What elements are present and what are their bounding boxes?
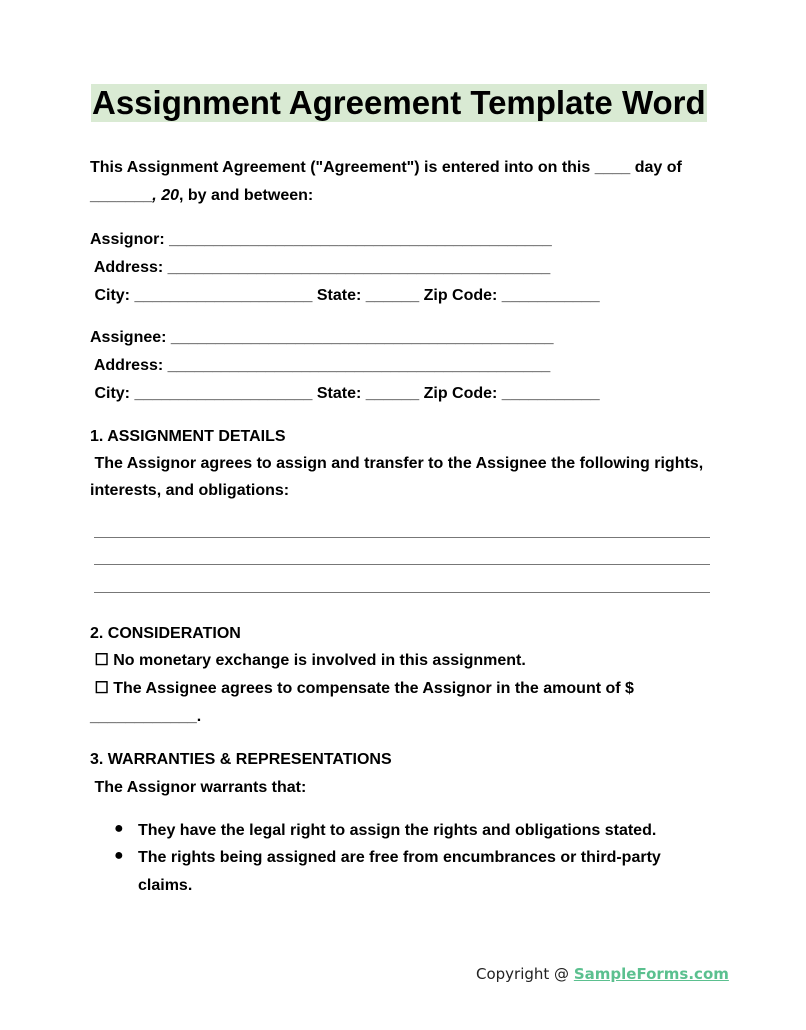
section-1-text-2: interests, and obligations: <box>90 482 290 499</box>
copyright-footer <box>476 965 729 983</box>
assignor-address-field: Address: ___________________________________________ <box>90 259 551 276</box>
consideration-option-amount: ☐ The Assignee agrees to compensate the Assignor in the amount of $ <box>90 680 634 697</box>
section-1-text-1: The Assignor agrees to assign and transfer to the Assignee the following rights, <box>90 455 704 472</box>
bullet-icon: ● <box>114 820 124 837</box>
sampleforms-link[interactable]: SampleForms.com <box>573 965 729 983</box>
intro-line-2 <box>90 186 313 206</box>
warranty-item: The rights being assigned are free from encumbrances or third-party <box>138 849 661 866</box>
blank-line <box>94 564 710 565</box>
amount-blank: ____________. <box>90 708 202 725</box>
warranty-item: They have the legal right to assign the rights and obligations stated. <box>138 822 657 839</box>
consideration-option-none: ☐ No monetary exchange is involved in this assignment. <box>90 652 526 669</box>
intro-rest: , by and between: <box>178 187 314 204</box>
assignor-field: Assignor: ___________________________________________ <box>90 231 552 248</box>
assignee-field: Assignee: ___________________________________________ <box>90 329 554 346</box>
bullet-icon: ● <box>114 847 124 864</box>
assignee-city-state-zip: City: ____________________ State: ______ Zip Code: ___________ <box>90 385 600 402</box>
copyright-text: Copyright @ <box>476 965 574 983</box>
month-blank: _______ <box>90 187 153 204</box>
intro-line-1: This Assignment Agreement ("Agreement") is entered into on this ____ day of <box>90 159 682 176</box>
section-3-heading: 3. WARRANTIES & REPRESENTATIONS <box>90 751 392 768</box>
section-2-heading: 2. CONSIDERATION <box>90 625 241 642</box>
assignee-address-field: Address: ___________________________________________ <box>90 357 551 374</box>
year-prefix: , 20 <box>152 187 179 204</box>
blank-line <box>94 592 710 593</box>
page-title: Assignment Agreement Template Word <box>92 84 706 121</box>
assignor-city-state-zip: City: ____________________ State: ______ Zip Code: ___________ <box>90 287 600 304</box>
blank-line <box>94 537 710 538</box>
warranty-item-cont: claims. <box>138 877 193 894</box>
section-3-intro: The Assignor warrants that: <box>90 779 307 796</box>
section-1-heading: 1. ASSIGNMENT DETAILS <box>90 428 286 445</box>
